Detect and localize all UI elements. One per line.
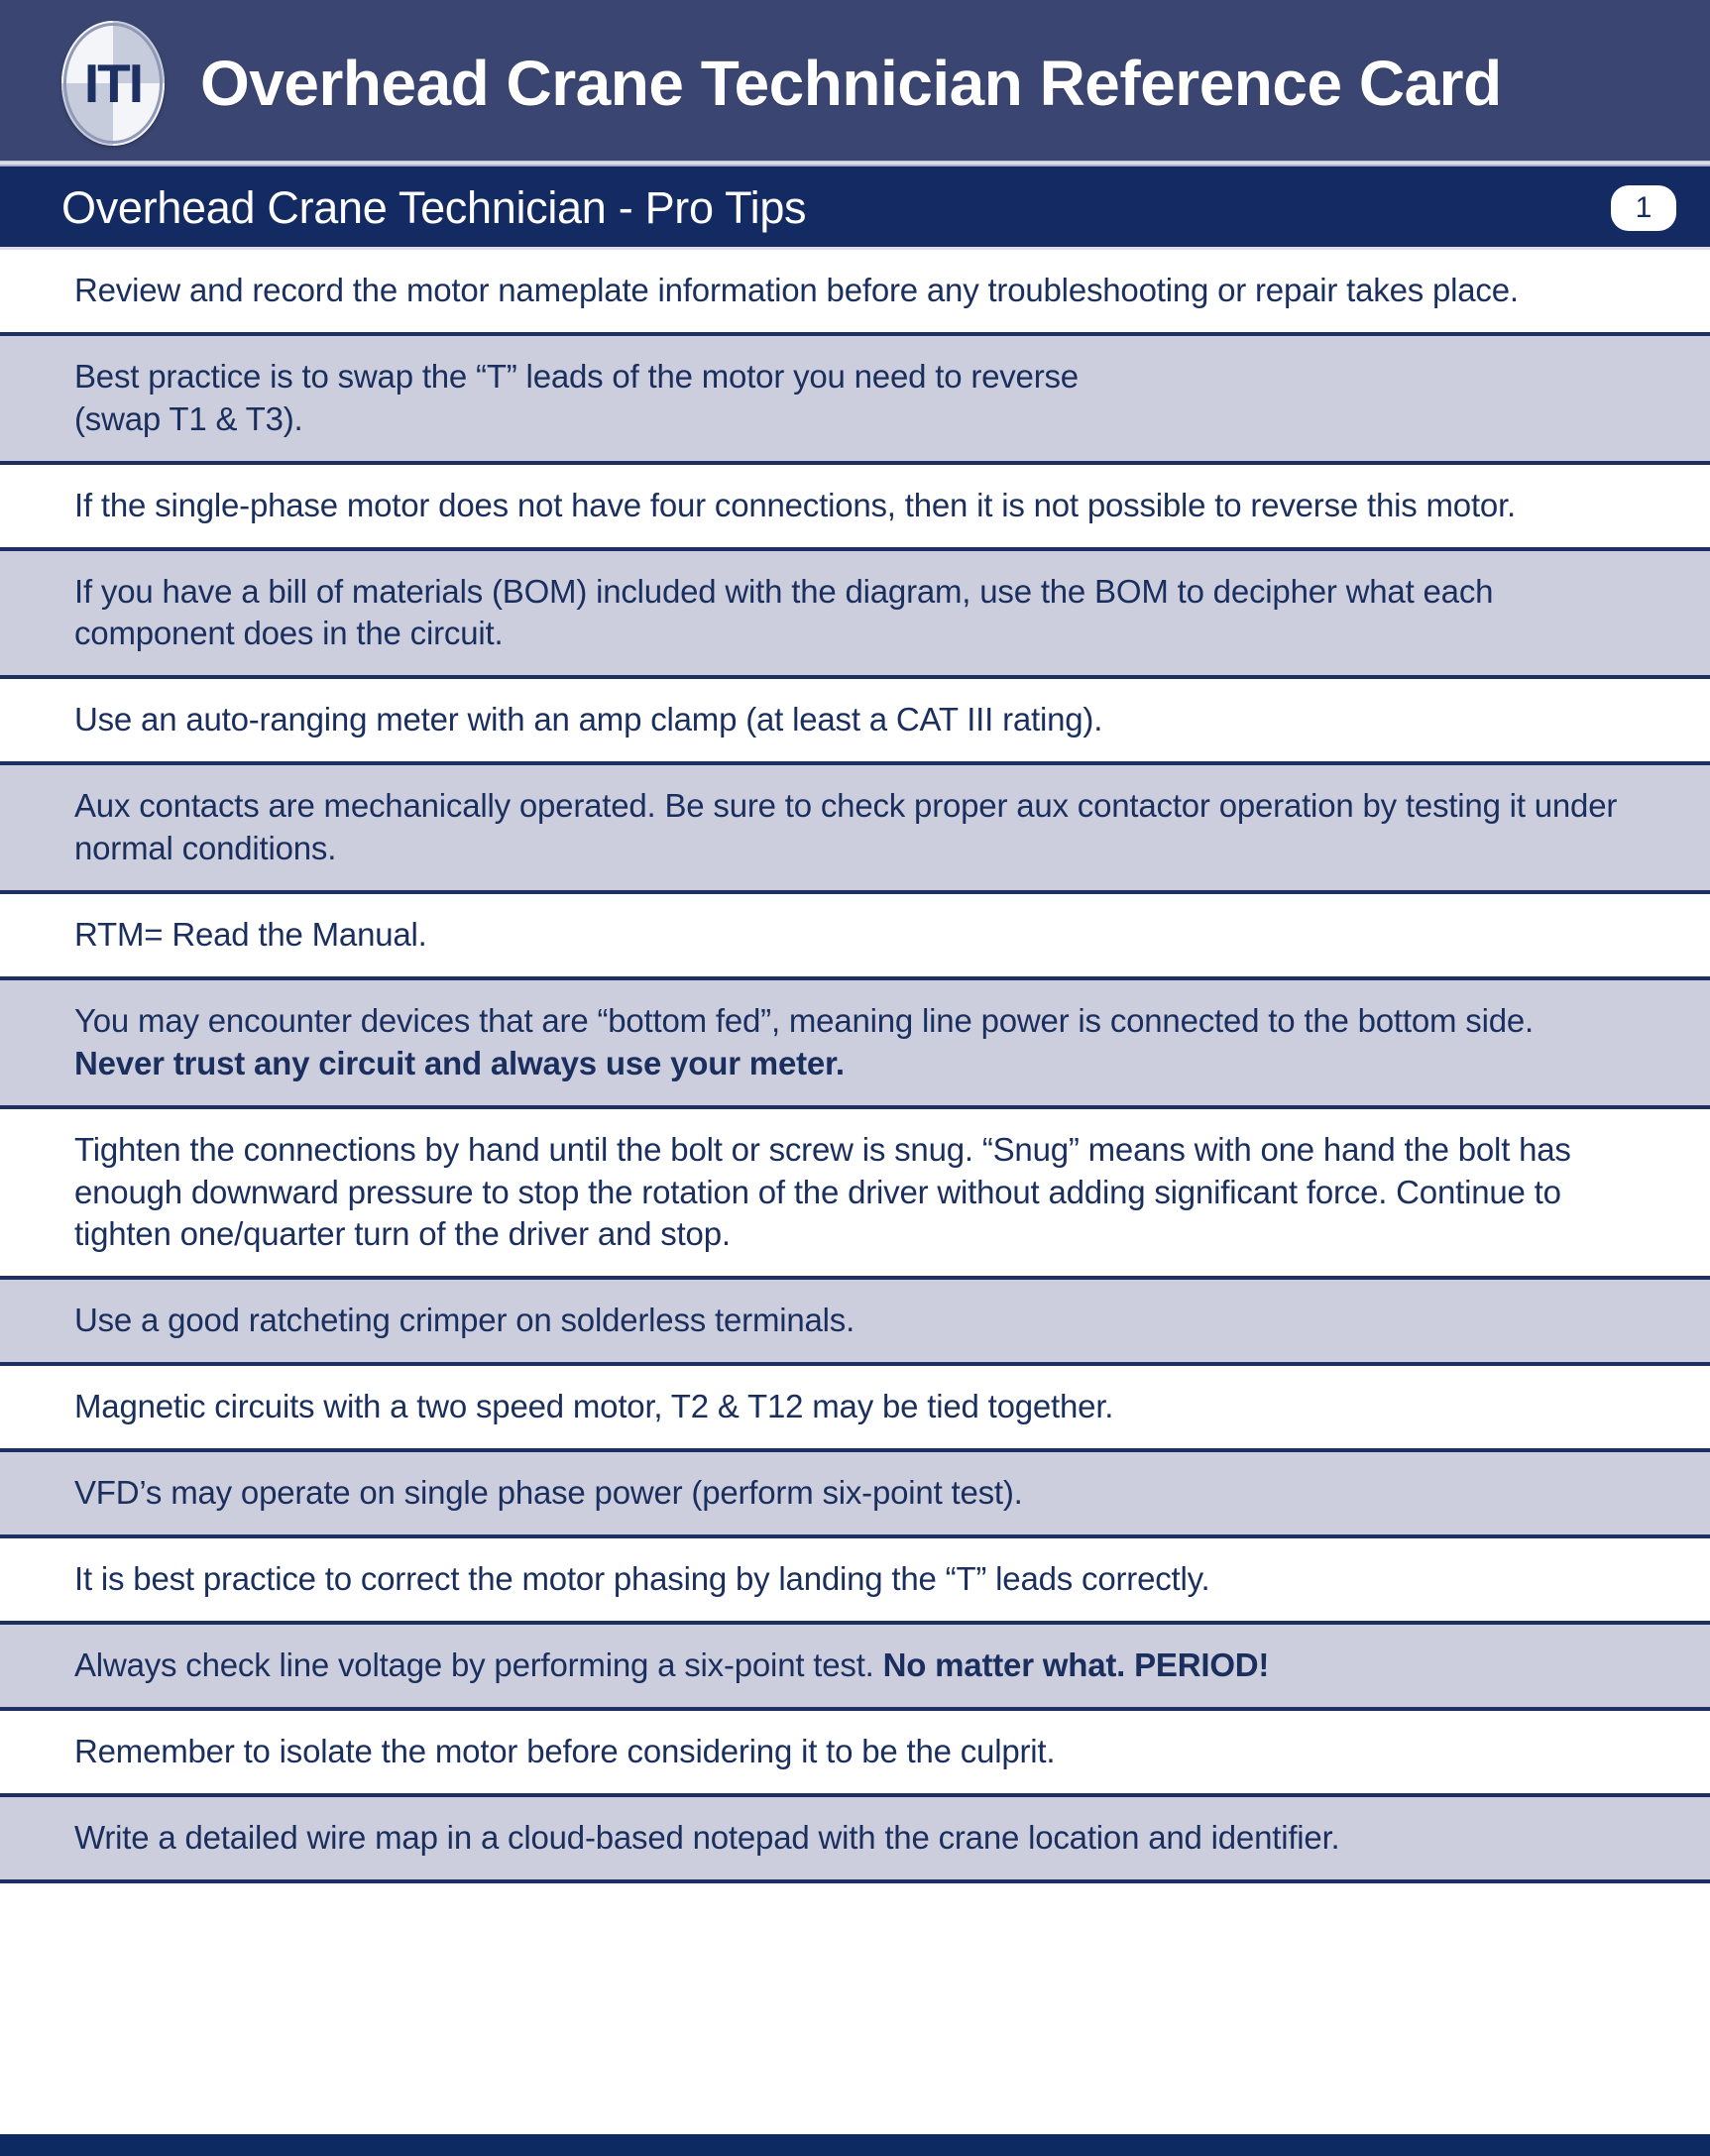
tip-row [0, 1621, 1710, 1711]
tip-text: If the single-phase motor does not have four connections, then it is not possible to reverse this motor. [74, 486, 1517, 523]
tip-text: Magnetic circuits with a two speed motor, T2 & T12 may be tied together. [74, 1388, 1114, 1425]
tip-text: Always check line voltage by performing a six-point test. No matter what. PERIOD! [74, 1645, 1270, 1683]
tip-text: Best practice is to swap the “T” leads of the motor you need to reverse (swap T1 & T3). [74, 357, 1079, 437]
tip-text: Review and record the motor nameplate information before any troubleshooting or repair takes place. [74, 272, 1519, 308]
tip-row [0, 894, 1710, 976]
tip-text: If you have a bill of materials (BOM) included with the diagram, use the BOM to decipher what each component does in the circuit. [74, 572, 1494, 652]
tip-text: Aux contacts are mechanically operated. Be sure to check proper aux contactor operation by testing it under normal conditions. [74, 787, 1618, 867]
tip-text: VFD’s may operate on single phase power (perform six-point test). [74, 1474, 1023, 1512]
section-header [0, 167, 1710, 250]
page-number-badge: 1 [1611, 185, 1676, 231]
tip-row [0, 761, 1710, 894]
tips-list [0, 250, 1710, 1883]
tip-row [0, 332, 1710, 465]
tip-row [0, 1109, 1710, 1277]
tip-row [0, 547, 1710, 680]
tip-text: Use a good ratcheting crimper on solderless terminals. [74, 1302, 855, 1339]
tip-row [0, 1448, 1710, 1538]
tip-text: It is best practice to correct the motor phasing by landing the “T” leads correctly. [74, 1560, 1210, 1598]
tip-text-emphasis: Never trust any circuit and always use your meter. [74, 1044, 845, 1081]
tip-text: RTM= Read the Manual. [74, 916, 427, 954]
tip-row [0, 465, 1710, 547]
page-title: Overhead Crane Technician Reference Card [200, 48, 1502, 119]
tip-row [0, 1276, 1710, 1366]
tip-text: Write a detailed wire map in a cloud-based notepad with the crane location and identifier. [74, 1818, 1340, 1856]
tip-row [0, 1538, 1710, 1621]
logo-label: ITI [83, 52, 143, 114]
tip-text: Tighten the connections by hand until the bolt or screw is snug. “Snug” means with one hand the bolt has enough downward pressure to stop the rotation of the driver without adding significant force. Continue to tighten one/quarter turn of the driver and stop. [74, 1130, 1571, 1253]
tip-row [0, 1711, 1710, 1793]
iti-logo-icon [61, 21, 165, 146]
tip-text: You may encounter devices that are “bottom fed”, meaning line power is connected to the bottom side. Never trust any circuit and always use your meter. [74, 1001, 1534, 1081]
tip-text: Use an auto-ranging meter with an amp clamp (at least a CAT III rating). [74, 701, 1103, 738]
tip-text: Remember to isolate the motor before considering it to be the culprit. [74, 1732, 1056, 1769]
tip-text-emphasis: No matter what. PERIOD! [882, 1645, 1270, 1683]
tip-row [0, 1793, 1710, 1883]
footer-band [0, 2134, 1710, 2156]
tip-row [0, 679, 1710, 761]
masthead [0, 0, 1710, 167]
tip-row [0, 250, 1710, 332]
tip-row [0, 976, 1710, 1109]
tip-row [0, 1366, 1710, 1448]
section-title: Overhead Crane Technician - Pro Tips [61, 182, 807, 233]
